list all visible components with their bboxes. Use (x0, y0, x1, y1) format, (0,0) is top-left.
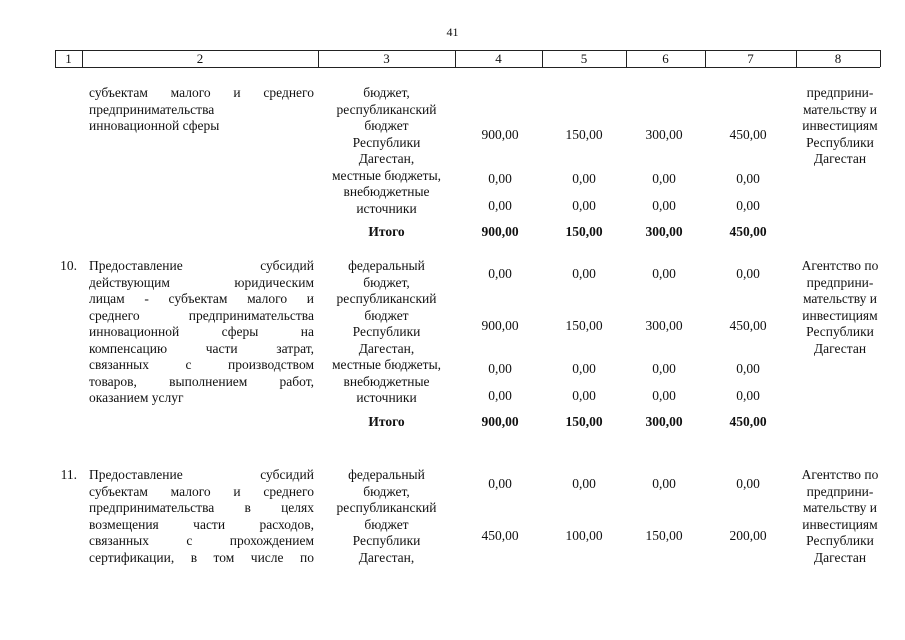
value-cell: 300,00 (645, 318, 683, 333)
source-line: федеральный (348, 467, 425, 482)
executor-line: инвестициям (802, 118, 878, 133)
source-line: местные бюджеты, (331, 167, 442, 183)
value-cell: 0,00 (572, 388, 596, 403)
value-cell: 0,00 (572, 361, 596, 376)
executor-line: Агентство по (801, 467, 879, 482)
value-cell: 0,00 (488, 361, 512, 376)
executor-line: инвестициям (802, 307, 878, 323)
value-cell: 0,00 (652, 476, 676, 491)
total-cell: 300,00 (645, 414, 683, 429)
total-label: Итого (368, 224, 405, 239)
value-cell: 0,00 (736, 171, 760, 186)
description-line: компенсацию части затрат, (89, 340, 314, 356)
value-cell: 900,00 (481, 318, 519, 333)
table-row-description (89, 258, 314, 407)
executor-line: Республики (806, 134, 874, 150)
description-line: Предоставление субсидий (89, 258, 314, 273)
value-cell: 0,00 (736, 476, 760, 491)
total-cell: 450,00 (729, 224, 767, 239)
value-cell: 0,00 (488, 266, 512, 281)
value-cell: 0,00 (488, 171, 512, 186)
total-cell: 450,00 (729, 414, 767, 429)
source-line: республиканский (336, 291, 437, 306)
value-cell: 0,00 (652, 388, 676, 403)
column-header: 5 (580, 51, 588, 66)
column-header: 6 (662, 51, 669, 66)
description-line: субъектам малого и среднего (89, 85, 314, 100)
source-line: бюджет, (363, 483, 410, 499)
row-number: 11. (60, 467, 77, 482)
source-line: Дагестан, (358, 549, 415, 565)
value-cell: 0,00 (572, 198, 596, 213)
source-line: источники (356, 390, 417, 405)
table-row-executor (795, 85, 885, 168)
source-line: Дагестан, (358, 340, 415, 356)
executor-line: инвестициям (802, 516, 878, 532)
value-cell: 450,00 (729, 127, 767, 142)
value-cell: 0,00 (652, 198, 676, 213)
source-line: бюджет, (363, 85, 410, 100)
table-row-description (89, 467, 314, 566)
value-cell: 0,00 (736, 361, 760, 376)
executor-line: мательству и (802, 101, 878, 117)
description-line: предпринимательства (89, 101, 215, 117)
source-line: республиканский (336, 500, 437, 515)
column-header: 1 (65, 51, 72, 66)
value-cell: 150,00 (645, 528, 683, 543)
description-line: Предоставление субсидий (89, 467, 314, 482)
value-cell: 300,00 (645, 127, 683, 142)
description-line: инновационной сферы (89, 118, 220, 133)
total-cell: 150,00 (565, 414, 603, 429)
source-line: бюджет (364, 307, 409, 323)
executor-line: Дагестан (813, 151, 867, 166)
value-cell: 0,00 (652, 171, 676, 186)
column-header: 7 (747, 51, 754, 66)
source-line: бюджет (364, 516, 409, 532)
table-row-sources (318, 467, 455, 566)
value-cell: 0,00 (572, 266, 596, 281)
description-line: лицам - субъектам малого и (89, 291, 314, 306)
value-cell: 150,00 (565, 318, 603, 333)
source-line: местные бюджеты, (331, 357, 442, 372)
source-line: внебюджетные (343, 373, 430, 389)
description-line: возмещения части расходов, (89, 516, 314, 532)
value-cell: 200,00 (729, 528, 767, 543)
table-row-sources (318, 258, 455, 407)
description-line: инновационной сферы на (89, 324, 314, 339)
value-cell: 0,00 (652, 361, 676, 376)
description-line: действующим юридическим (89, 274, 314, 290)
column-header: 4 (495, 51, 502, 66)
value-cell: 0,00 (652, 266, 676, 281)
description-line: субъектам малого и среднего (89, 483, 314, 499)
description-line: предпринимательства в целях (89, 500, 314, 515)
description-line: связанных с производством (89, 357, 314, 372)
value-cell: 0,00 (488, 388, 512, 403)
source-line: Республики (352, 134, 421, 150)
executor-line: предприни- (806, 274, 874, 290)
executor-line: Республики (806, 533, 874, 548)
value-cell: 0,00 (572, 171, 596, 186)
header-bottom-rule (55, 67, 880, 68)
source-line: Республики (352, 533, 421, 548)
column-header: 3 (383, 51, 390, 66)
executor-line: предприни- (806, 85, 874, 100)
column-header: 2 (196, 51, 204, 66)
value-cell: 0,00 (572, 476, 596, 491)
value-cell: 450,00 (729, 318, 767, 333)
total-label: Итого (368, 414, 405, 429)
description-line: связанных с прохождением (89, 533, 314, 548)
value-cell: 450,00 (481, 528, 519, 543)
source-line: Дагестан, (358, 151, 415, 166)
table-row-sources (318, 85, 455, 217)
source-line: бюджет, (363, 274, 410, 290)
executor-line: Дагестан (813, 549, 867, 565)
total-cell: 900,00 (481, 414, 519, 429)
executor-line: Агентство по (801, 258, 879, 273)
source-line: федеральный (348, 258, 425, 273)
source-line: Республики (352, 324, 421, 339)
description-line: сертификации, в том числе по (89, 549, 314, 565)
source-line: внебюджетные (343, 184, 430, 199)
source-line: источники (356, 200, 417, 216)
source-line: бюджет (364, 118, 409, 133)
row-number: 10. (60, 258, 77, 273)
total-cell: 150,00 (565, 224, 603, 239)
table-row-description (89, 85, 314, 135)
value-cell: 150,00 (565, 127, 603, 142)
executor-line: Дагестан (813, 340, 867, 356)
executor-line: мательству и (802, 291, 878, 306)
value-cell: 0,00 (488, 198, 512, 213)
total-cell: 300,00 (645, 224, 683, 239)
description-line: оказанием услуг (89, 390, 184, 405)
table-row-executor (795, 467, 885, 566)
header-divider (880, 50, 881, 67)
description-line: товаров, выполнением работ, (89, 373, 314, 389)
page-number: 41 (446, 25, 459, 39)
total-cell: 900,00 (481, 224, 519, 239)
value-cell: 100,00 (565, 528, 603, 543)
executor-line: предприни- (806, 483, 874, 499)
description-line: среднего предпринимательства (89, 307, 314, 323)
table-row-executor (795, 258, 885, 357)
value-cell: 0,00 (488, 476, 512, 491)
executor-line: Республики (806, 324, 874, 339)
executor-line: мательству и (802, 500, 878, 515)
value-cell: 0,00 (736, 266, 760, 281)
value-cell: 0,00 (736, 198, 760, 213)
value-cell: 900,00 (481, 127, 519, 142)
source-line: республиканский (336, 101, 437, 117)
column-header: 8 (834, 51, 842, 66)
value-cell: 0,00 (736, 388, 760, 403)
